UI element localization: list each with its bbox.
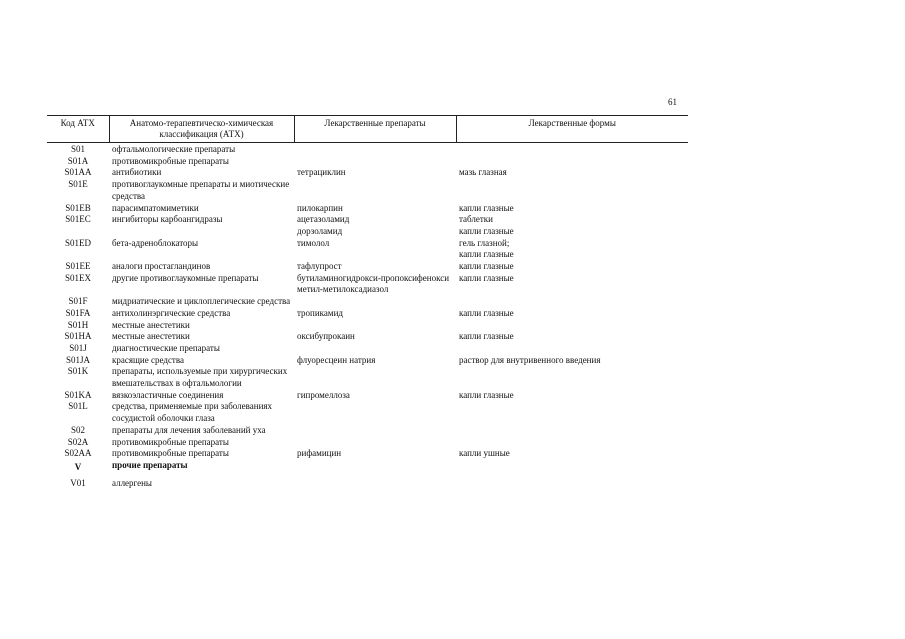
table-row [47,355,688,367]
form-cell: капли глазные [459,202,514,213]
form-cell [456,366,688,389]
form-cell [456,474,688,490]
atc-code-cell: S01E [68,179,88,190]
drug-cell [294,249,456,261]
drug-cell: тетрациклин [297,167,346,178]
table-row [47,203,688,215]
atc-name-cell: противомикробные препараты [112,155,229,166]
atc-code-cell: S01F [68,296,88,307]
atc-code-cell: V01 [70,477,86,488]
atc-name-cell: аналоги простагландинов [112,261,211,272]
table-row [47,308,688,320]
table-row [47,401,688,424]
atc-code-cell: S01EX [64,272,91,283]
header-medicines: Лекарственные препараты [294,116,456,143]
drug-cell [294,143,456,156]
drug-cell [294,460,456,474]
atc-code-cell: S01ED [64,237,91,248]
atc-code-cell: S01HA [64,331,92,342]
atc-code-cell: S01JA [65,354,90,365]
form-cell [456,425,688,437]
form-cell [456,156,688,168]
table-row [47,320,688,332]
drug-cell [294,425,456,437]
atc-name-cell: противоглаукомные препараты и миотические средства [112,179,290,201]
atc-name-cell [109,249,294,261]
table-row [47,273,688,296]
table-row [47,179,688,202]
drug-cell: оксибупрокаин [297,331,355,342]
atc-name-cell: антихолинэргические средства [112,307,231,318]
atc-name-cell: вязкоэластичные соединения [112,389,224,400]
drug-cell [294,437,456,449]
drug-cell: бутиламиногидрокси-пропоксифеноксиметил-метилоксадиазол [297,272,450,295]
table-row [47,226,688,238]
atc-name-cell: офтальмологические препараты [112,144,236,154]
atc-code-cell: S01K [67,366,89,377]
drug-cell: дорзоламид [297,225,343,236]
table-row [47,296,688,308]
atc-code-cell: S01H [67,319,89,330]
atc-code-cell: S01EE [65,261,91,272]
atc-name-cell: диагностические препараты [112,342,220,353]
form-cell [456,437,688,449]
drug-cell [294,401,456,424]
atc-code-cell: S01J [69,342,87,353]
drug-cell: флуоресцеин натрия [297,354,376,365]
atc-name-cell: противомикробные препараты [112,436,229,447]
table-row [47,238,688,250]
table-row [47,448,688,460]
atc-name-cell: препараты, используемые при хирургических вмешательствах в офтальмологии [112,366,288,389]
atc-drug-table [47,115,688,489]
form-cell [456,179,688,202]
header-row [47,116,688,143]
drug-cell [294,343,456,355]
atc-code-cell: S01KA [64,389,92,400]
table-row [47,460,688,474]
atc-code-cell: S01 [70,144,85,154]
form-cell: капли глазные [459,307,514,318]
drug-cell: тропикамид [297,307,343,318]
table-row [47,474,688,490]
atc-code-cell [47,226,109,238]
drug-cell [294,366,456,389]
header-atc-classification: Анатомо-терапевтическо-химическая классификация (АТХ) [109,116,294,143]
atc-name-cell: красящие средства [112,354,184,365]
drug-cell: гипромеллоза [297,389,350,400]
table-header [47,116,688,143]
drug-cell: рифамицин [297,448,342,459]
atc-name-cell [109,226,294,238]
table-body [47,143,688,490]
table-row [47,156,688,168]
drug-cell [294,156,456,168]
table-row [47,343,688,355]
atc-name-cell: местные анестетики [112,319,190,330]
drug-cell: ацетазоламид [297,214,350,225]
form-cell [456,320,688,332]
form-cell: капли ушные [459,448,510,459]
form-cell: таблетки [459,214,494,225]
atc-code-cell: S01EC [65,214,91,225]
header-atc-code: Код АТХ [47,116,109,143]
atc-name-cell: ингибиторы карбоангидразы [112,214,223,225]
atc-name-cell: средства, применяемые при заболеваниях сосудистой оболочки глаза [112,401,273,424]
form-cell: капли глазные [459,272,514,283]
atc-name-cell: местные анестетики [112,331,190,342]
drug-cell [294,320,456,332]
atc-name-cell: другие противоглаукомные препараты [112,272,259,283]
form-cell [456,296,688,308]
form-cell: гель глазной; [459,237,510,248]
atc-code-cell: S02AA [64,448,92,459]
page-number: 61 [668,97,677,107]
drug-cell [294,179,456,202]
form-cell: капли глазные [459,331,514,342]
table-row [47,425,688,437]
table-row [47,214,688,226]
form-cell [456,401,688,424]
form-cell [456,460,688,474]
form-cell: раствор для внутривенного введения [459,354,601,365]
atc-code-cell: S02 [70,424,85,435]
table-row [47,167,688,179]
form-cell: капли глазные [459,389,514,400]
table-row [47,366,688,389]
atc-name-cell: антибиотики [112,167,162,178]
atc-code-cell: S01AA [64,167,92,178]
table-row [47,143,688,156]
atc-code-cell [47,249,109,261]
atc-name-cell: парасимпатомиметики [112,202,199,213]
drug-cell [294,474,456,490]
form-cell [456,143,688,156]
atc-name-cell: мидриатические и циклоплегические средства [112,296,291,307]
table-row [47,249,688,261]
atc-name-cell: прочие препараты [112,459,188,470]
drug-cell: тафлупрост [297,261,342,272]
form-cell: мазь глазная [459,167,507,178]
atc-code-cell: S01L [68,401,88,412]
table-row [47,437,688,449]
atc-name-cell: аллергены [112,477,152,488]
atc-code-cell: S01A [67,155,89,166]
form-cell: капли глазные [459,249,514,260]
atc-name-cell: противомикробные препараты [112,448,229,459]
atc-name-cell: препараты для лечения заболеваний уха [112,424,266,435]
atc-name-cell: бета-адреноблокаторы [112,237,199,248]
table-row [47,261,688,273]
drug-cell [294,296,456,308]
atc-code-cell: V [74,461,82,472]
table-row [47,390,688,402]
form-cell: капли глазные [459,225,514,236]
table-row [47,331,688,343]
drug-cell: пилокарпин [297,202,343,213]
header-dosage-forms: Лекарственные формы [456,116,688,143]
atc-code-cell: S01EB [65,202,91,213]
form-cell [456,343,688,355]
atc-code-cell: S01FA [65,307,91,318]
drug-cell: тимолол [297,237,330,248]
form-cell: капли глазные [459,261,514,272]
atc-code-cell: S02A [67,436,89,447]
